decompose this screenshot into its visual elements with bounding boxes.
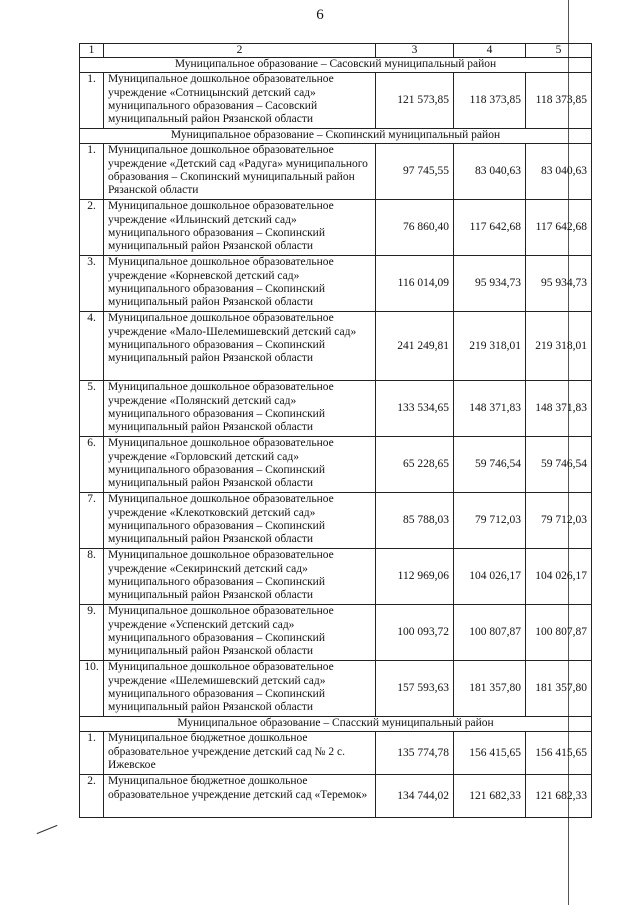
institution-name: Муниципальное дошкольное образовательное учреждение «Шелемишевский детский сад» муниципального образования – Скопинский муниципальный район Рязанской области [104,661,376,717]
institution-name: Муниципальное дошкольное образовательное учреждение «Клекотковский детский сад» муниципального образования – Скопинский муниципальный район Рязанской области [104,493,376,549]
value-col-4: 148 371,83 [454,381,526,437]
value-col-3: 65 228,65 [376,437,454,493]
row-number: 1. [80,732,104,775]
value-col-4: 156 415,65 [454,732,526,775]
value-col-3: 112 969,06 [376,549,454,605]
table-row [80,200,592,256]
section-title: Муниципальное образование – Спасский муниципальный район [80,717,592,732]
institution-name: Муниципальное дошкольное образовательное учреждение «Мало-Шелемишевский детский сад» муниципального образования – Скопинский муниципальный район Рязанской области [104,312,376,381]
value-col-3: 135 774,78 [376,732,454,775]
institution-name: Муниципальное дошкольное образовательное учреждение «Секиринский детский сад» муниципального образования – Скопинский муниципальный район Рязанской области [104,549,376,605]
value-col-4: 181 357,80 [454,661,526,717]
value-col-4: 83 040,63 [454,144,526,200]
row-number: 9. [80,605,104,661]
header-row [80,44,592,58]
table-row [80,732,592,775]
institution-name: Муниципальное бюджетное дошкольное образовательное учреждение детский сад № 2 с. Ижевское [104,732,376,775]
row-number: 1. [80,73,104,129]
table-row [80,493,592,549]
value-col-5: 117 642,68 [526,200,592,256]
value-col-4: 118 373,85 [454,73,526,129]
header-cell: 2 [104,44,376,58]
value-col-4: 100 807,87 [454,605,526,661]
value-col-4: 95 934,73 [454,256,526,312]
value-col-3: 85 788,03 [376,493,454,549]
value-col-4: 59 746,54 [454,437,526,493]
value-col-5: 59 746,54 [526,437,592,493]
value-col-4: 117 642,68 [454,200,526,256]
value-col-3: 97 745,55 [376,144,454,200]
row-number: 7. [80,493,104,549]
row-number: 8. [80,549,104,605]
institution-name: Муниципальное бюджетное дошкольное образовательное учреждение детский сад «Теремок» [104,775,376,818]
section-row [80,717,592,732]
table-row [80,661,592,717]
value-col-4: 104 026,17 [454,549,526,605]
table-row [80,381,592,437]
header-cell: 5 [526,44,592,58]
header-cell: 3 [376,44,454,58]
value-col-3: 133 534,65 [376,381,454,437]
table-row [80,73,592,129]
row-number: 4. [80,312,104,381]
table-row [80,775,592,818]
institution-name: Муниципальное дошкольное образовательное учреждение «Сотницынский детский сад» муниципального образования – Сасовский муниципальный район Рязанской области [104,73,376,129]
header-cell: 1 [80,44,104,58]
value-col-3: 241 249,81 [376,312,454,381]
row-number: 1. [80,144,104,200]
value-col-3: 116 014,09 [376,256,454,312]
pen-mark [37,825,58,834]
institution-name: Муниципальное дошкольное образовательное учреждение «Полянский детский сад» муниципального образования – Скопинский муниципальный район Рязанской области [104,381,376,437]
table-row [80,437,592,493]
value-col-4: 79 712,03 [454,493,526,549]
value-col-5: 79 712,03 [526,493,592,549]
value-col-3: 157 593,63 [376,661,454,717]
value-col-4: 219 318,01 [454,312,526,381]
value-col-4: 121 682,33 [454,775,526,818]
table-row [80,549,592,605]
value-col-5: 83 040,63 [526,144,592,200]
value-col-5: 148 371,83 [526,381,592,437]
section-title: Муниципальное образование – Сасовский муниципальный район [80,58,592,73]
value-col-3: 121 573,85 [376,73,454,129]
value-col-3: 76 860,40 [376,200,454,256]
value-col-5: 156 415,65 [526,732,592,775]
institution-name: Муниципальное дошкольное образовательное учреждение «Горловский детский сад» муниципального образования – Скопинский муниципальный район Рязанской области [104,437,376,493]
value-col-5: 121 682,33 [526,775,592,818]
budget-table [79,43,592,818]
institution-name: Муниципальное дошкольное образовательное учреждение «Корневской детский сад» муниципального образования – Скопинский муниципальный район Рязанской области [104,256,376,312]
institution-name: Муниципальное дошкольное образовательное учреждение «Детский сад «Радуга» муниципального образования – Скопинский муниципальный район Рязанской области [104,144,376,200]
value-col-5: 181 357,80 [526,661,592,717]
value-col-5: 95 934,73 [526,256,592,312]
row-number: 3. [80,256,104,312]
value-col-3: 100 093,72 [376,605,454,661]
institution-name: Муниципальное дошкольное образовательное учреждение «Успенский детский сад» муниципального образования – Скопинский муниципальный район Рязанской области [104,605,376,661]
section-title: Муниципальное образование – Скопинский муниципальный район [80,129,592,144]
value-col-5: 104 026,17 [526,549,592,605]
value-col-3: 134 744,02 [376,775,454,818]
table-row [80,144,592,200]
section-row [80,58,592,73]
value-col-5: 219 318,01 [526,312,592,381]
value-col-5: 100 807,87 [526,605,592,661]
row-number: 2. [80,775,104,818]
page-number: 6 [316,7,324,23]
value-col-5: 118 373,85 [526,73,592,129]
table-row [80,605,592,661]
row-number: 5. [80,381,104,437]
row-number: 2. [80,200,104,256]
table-row [80,312,592,381]
row-number: 6. [80,437,104,493]
header-cell: 4 [454,44,526,58]
row-number: 10. [80,661,104,717]
institution-name: Муниципальное дошкольное образовательное учреждение «Ильинский детский сад» муниципального образования – Скопинский муниципальный район Рязанской области [104,200,376,256]
table-row [80,256,592,312]
section-row [80,129,592,144]
